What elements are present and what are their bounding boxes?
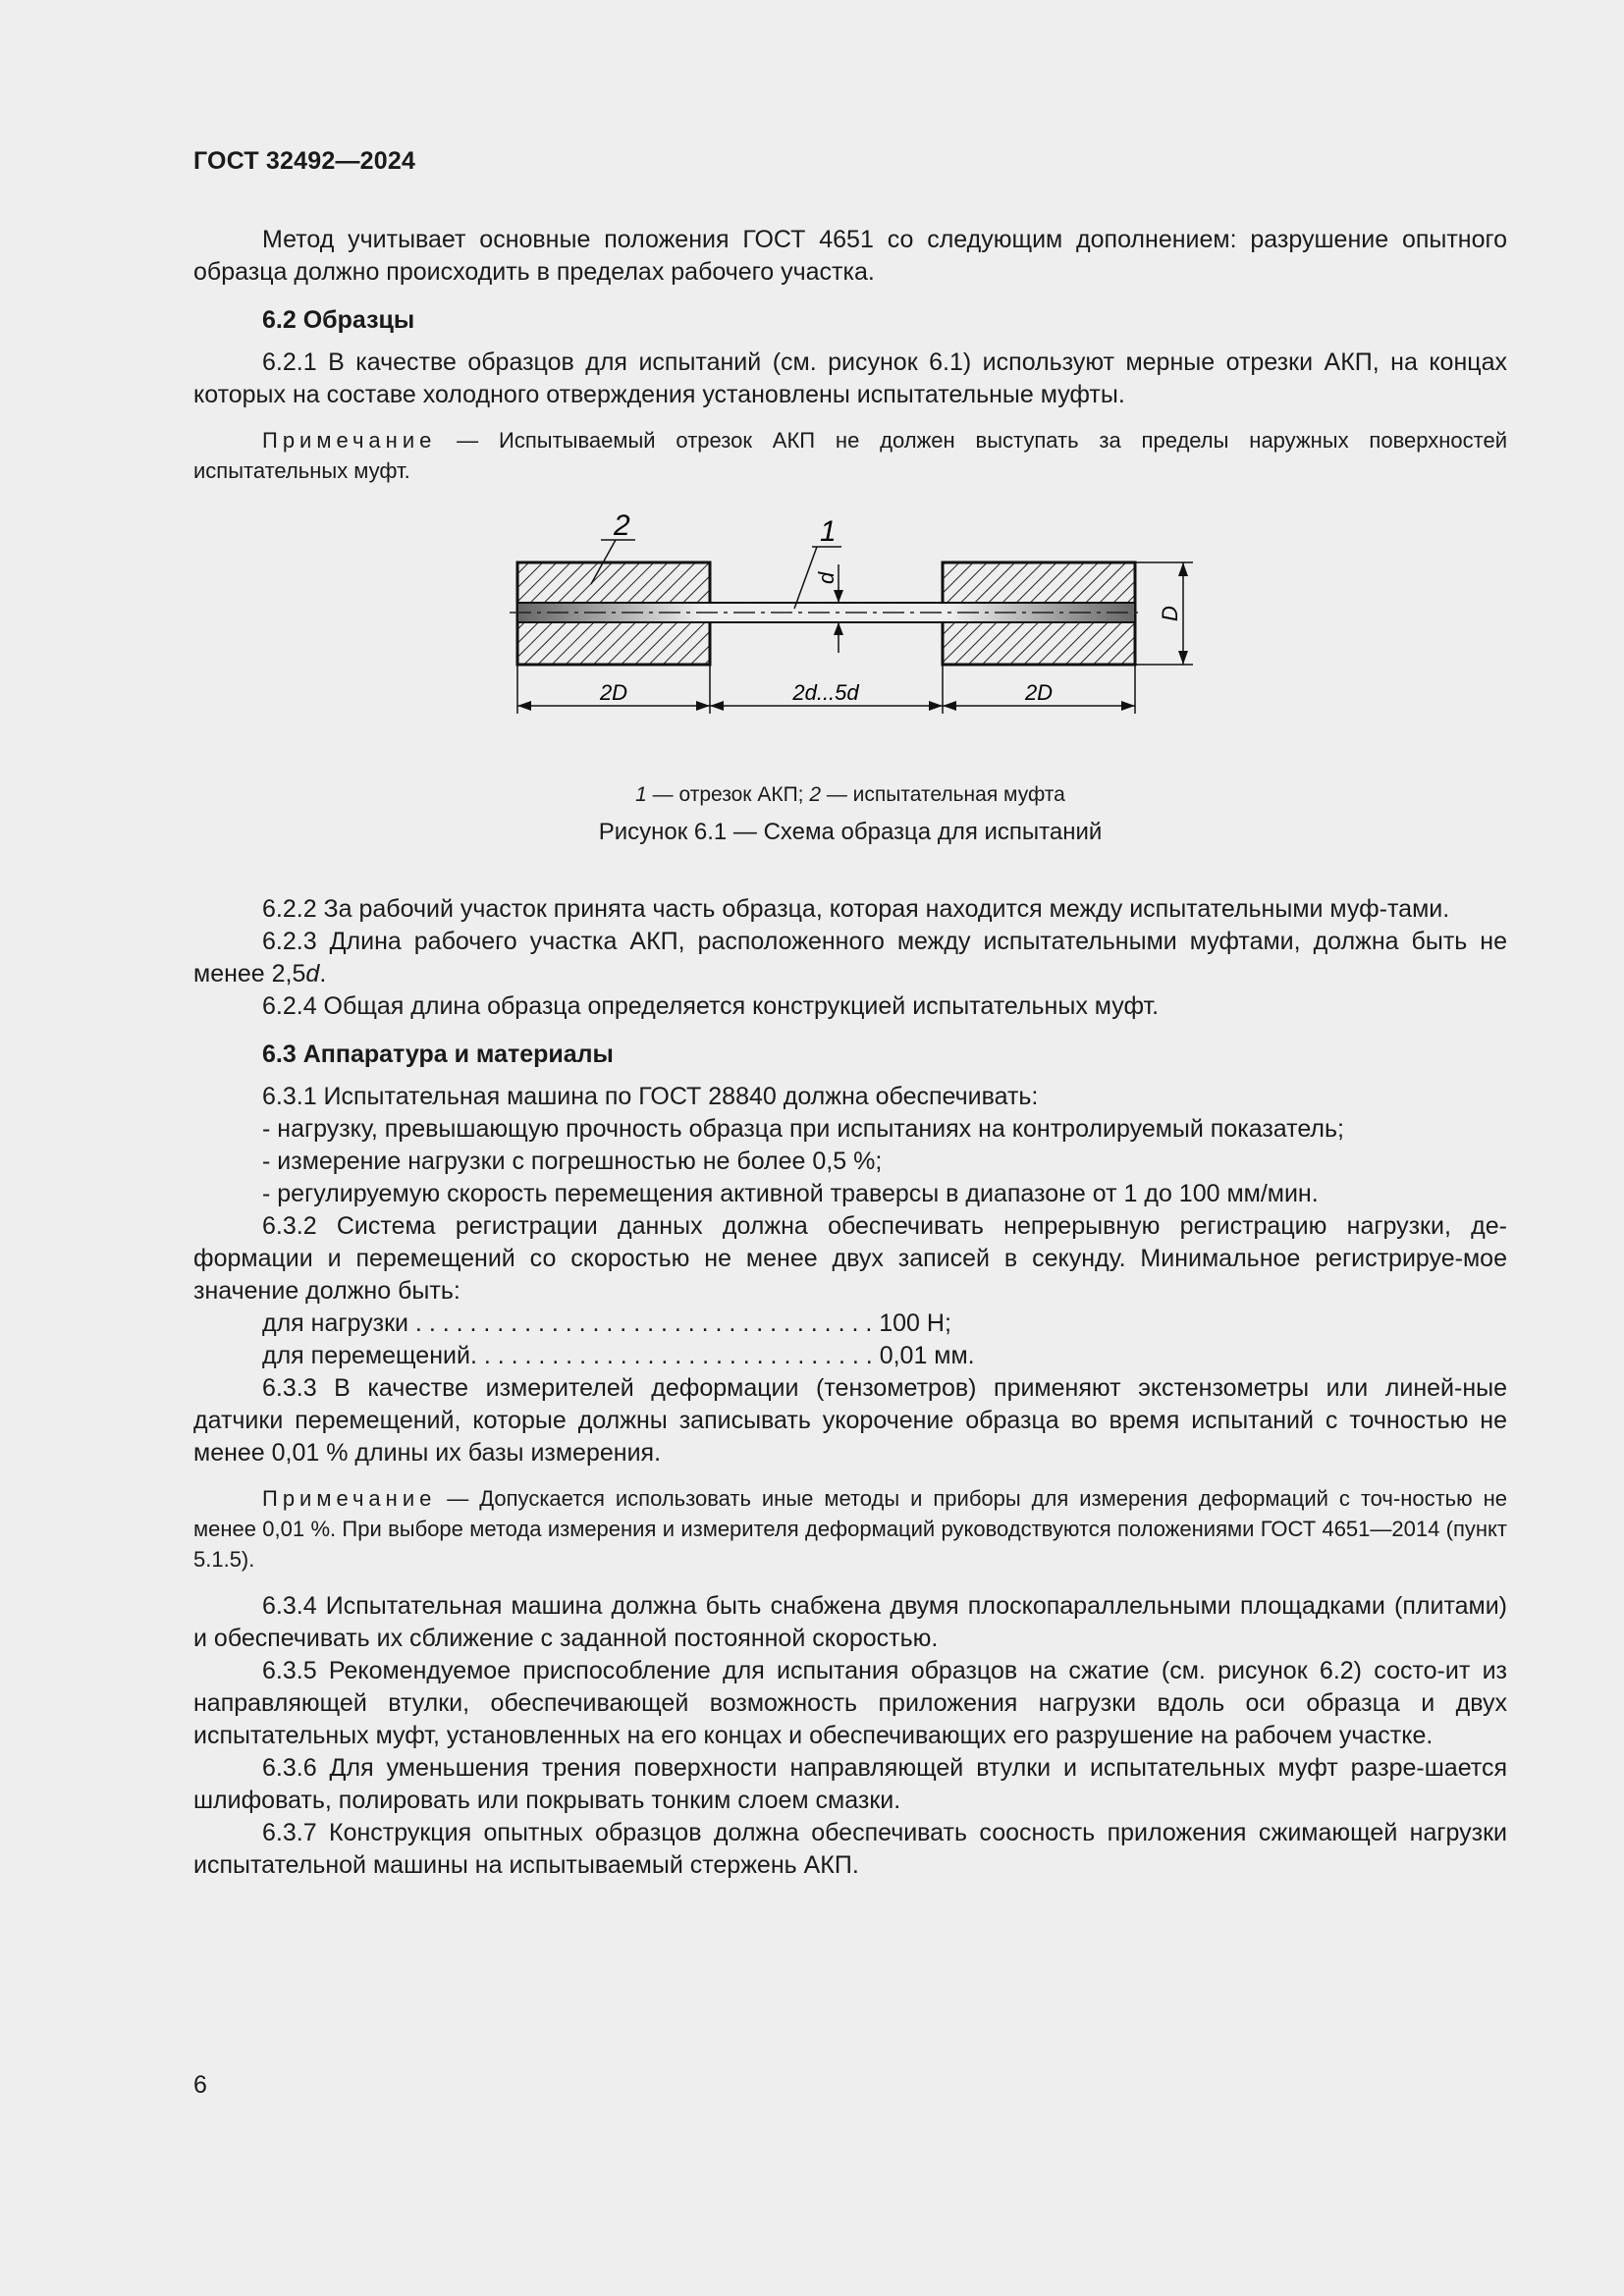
- note-text: Допускается использовать иные методы и приборы для измерения деформаций с точ-ностью не менее 0,01 %. При выборе метода измерения и измерителя деформаций руководствуются положениями ГОСТ 4651—2014 (пункт 5.1.5).: [193, 1486, 1507, 1572]
- label-d: d: [814, 571, 839, 584]
- page-content: [193, 224, 1507, 1882]
- figure-6-1: [193, 506, 1507, 893]
- note-dash: —: [436, 428, 500, 453]
- paragraph-6-3-4: 6.3.4 Испытательная машина должна быть снабжена двумя плоскопараллельными площадками (плитами) и обеспечивать их сближение с заданной постоянной скоростью.: [193, 1592, 1507, 1652]
- paragraph-6-2-3-var: d: [305, 960, 320, 988]
- note-label: Примечание: [262, 1486, 437, 1511]
- value-row-load: [262, 1308, 1507, 1340]
- figure-caption: Рисунок 6.1 — Схема образца для испытаний: [598, 819, 1103, 845]
- paragraph-6-3-3: 6.3.3 В качестве измерителей деформации (тензометров) применяют экстензометры или линей-ные датчики перемещений, которые должны записывать укорочение образца во время испытаний с точностью не менее 0,01 % длины их базы измерения.: [193, 1374, 1507, 1467]
- dim-mid: 2d...5d: [792, 680, 859, 705]
- paragraph-6-2-2: 6.2.2 За рабочий участок принята часть образца, которая находится между испытательными муф-тами.: [262, 895, 1450, 923]
- paragraph-6-3-2: 6.3.2 Система регистрации данных должна обеспечивать непрерывную регистрацию нагрузки, де-формации и перемещений со скоростью не менее двух записей в секунду. Минимальное регистрируе-мое значение должно быть:: [193, 1212, 1507, 1305]
- paragraph-6-3-5: 6.3.5 Рекомендуемое приспособление для испытания образцов на сжатие (см. рисунок 6.2) состо-ит из направляющей втулки, обеспечивающей возможность приложения нагрузки вдоль оси образца и двух испытательных муфт, установленных на его концах и обеспечивающих его разрушение на рабочем участке.: [193, 1657, 1507, 1749]
- note-6-2: [193, 425, 1507, 486]
- dim-right: 2D: [1024, 680, 1054, 705]
- note-dash: —: [436, 1486, 480, 1511]
- value-row-displacement: [262, 1340, 1507, 1372]
- paragraph-6-2-3-end: .: [319, 960, 327, 988]
- row-value: 100 Н;: [879, 1309, 951, 1337]
- row-dots: . . . . . . . . . . . . . . . . . . . . . . . . . . . . . . . . . .: [407, 1309, 880, 1337]
- intro-paragraph: Метод учитывает основные положения ГОСТ 4651 со следующим дополнением: разрушение опытного образца должно происходить в пределах рабочего участка.: [193, 226, 1507, 286]
- list-item: - нагрузку, превышающую прочность образца при испытаниях на контролируемый показатель;: [262, 1115, 1344, 1143]
- note-text: Испытываемый отрезок АКП не должен выступать за пределы наружных поверхностей испытательных муфт.: [193, 428, 1507, 483]
- paragraph-6-2-4: 6.2.4 Общая длина образца определяется конструкцией испытательных муфт.: [262, 992, 1160, 1020]
- paragraph-6-2-3-text: 6.2.3 Длина рабочего участка АКП, расположенного между испытательными муфтами, должна быть не менее 2,5: [193, 928, 1507, 988]
- legend-2-text: — испытательная муфта: [821, 783, 1065, 806]
- note-6-3: [193, 1483, 1507, 1575]
- figure-legend: [193, 778, 1507, 811]
- label-D: D: [1158, 606, 1182, 621]
- legend-1-text: — отрезок АКП;: [646, 783, 810, 806]
- list-item: - регулируемую скорость перемещения активной траверсы в диапазоне от 1 до 100 мм/мин.: [262, 1180, 1319, 1207]
- section-heading-6-3: 6.3 Аппаратура и материалы: [262, 1041, 614, 1068]
- list-item: - измерение нагрузки с погрешностью не более 0,5 %;: [262, 1148, 883, 1175]
- note-label: Примечание: [262, 428, 437, 453]
- paragraph-6-3-1: 6.3.1 Испытательная машина по ГОСТ 28840 должна обеспечивать:: [262, 1083, 1039, 1110]
- paragraph-6-2-3: [193, 926, 1507, 990]
- row-value: 0,01 мм.: [879, 1342, 975, 1369]
- section-heading-6-2: 6.2 Образцы: [262, 306, 415, 334]
- label-2: 2: [614, 509, 630, 542]
- label-1: 1: [820, 515, 837, 548]
- row-dots: . . . . . . . . . . . . . . . . . . . . . . . . . . . . . .: [469, 1342, 880, 1369]
- row-label: для нагрузки: [262, 1309, 408, 1337]
- document-code: ГОСТ 32492—2024: [193, 147, 416, 175]
- row-label: для перемещений: [262, 1342, 470, 1369]
- legend-2-num: 2: [809, 783, 822, 806]
- specimen-diagram: [488, 506, 1234, 771]
- dim-left: 2D: [599, 680, 628, 705]
- paragraph-6-3-6: 6.3.6 Для уменьшения трения поверхности направляющей втулки и испытательных муфт разре-шается шлифовать, полировать или покрывать тонким слоем смазки.: [193, 1754, 1507, 1814]
- paragraph-6-2-1: 6.2.1 В качестве образцов для испытаний (см. рисунок 6.1) используют мерные отрезки АКП, на концах которых на составе холодного отверждения установлены испытательные муфты.: [193, 348, 1507, 408]
- page-number: 6: [193, 2071, 207, 2099]
- paragraph-6-3-7: 6.3.7 Конструкция опытных образцов должна обеспечивать соосность приложения сжимающей нагрузки испытательной машины на испытываемый стержень АКП.: [193, 1819, 1507, 1879]
- legend-1-num: 1: [635, 783, 647, 806]
